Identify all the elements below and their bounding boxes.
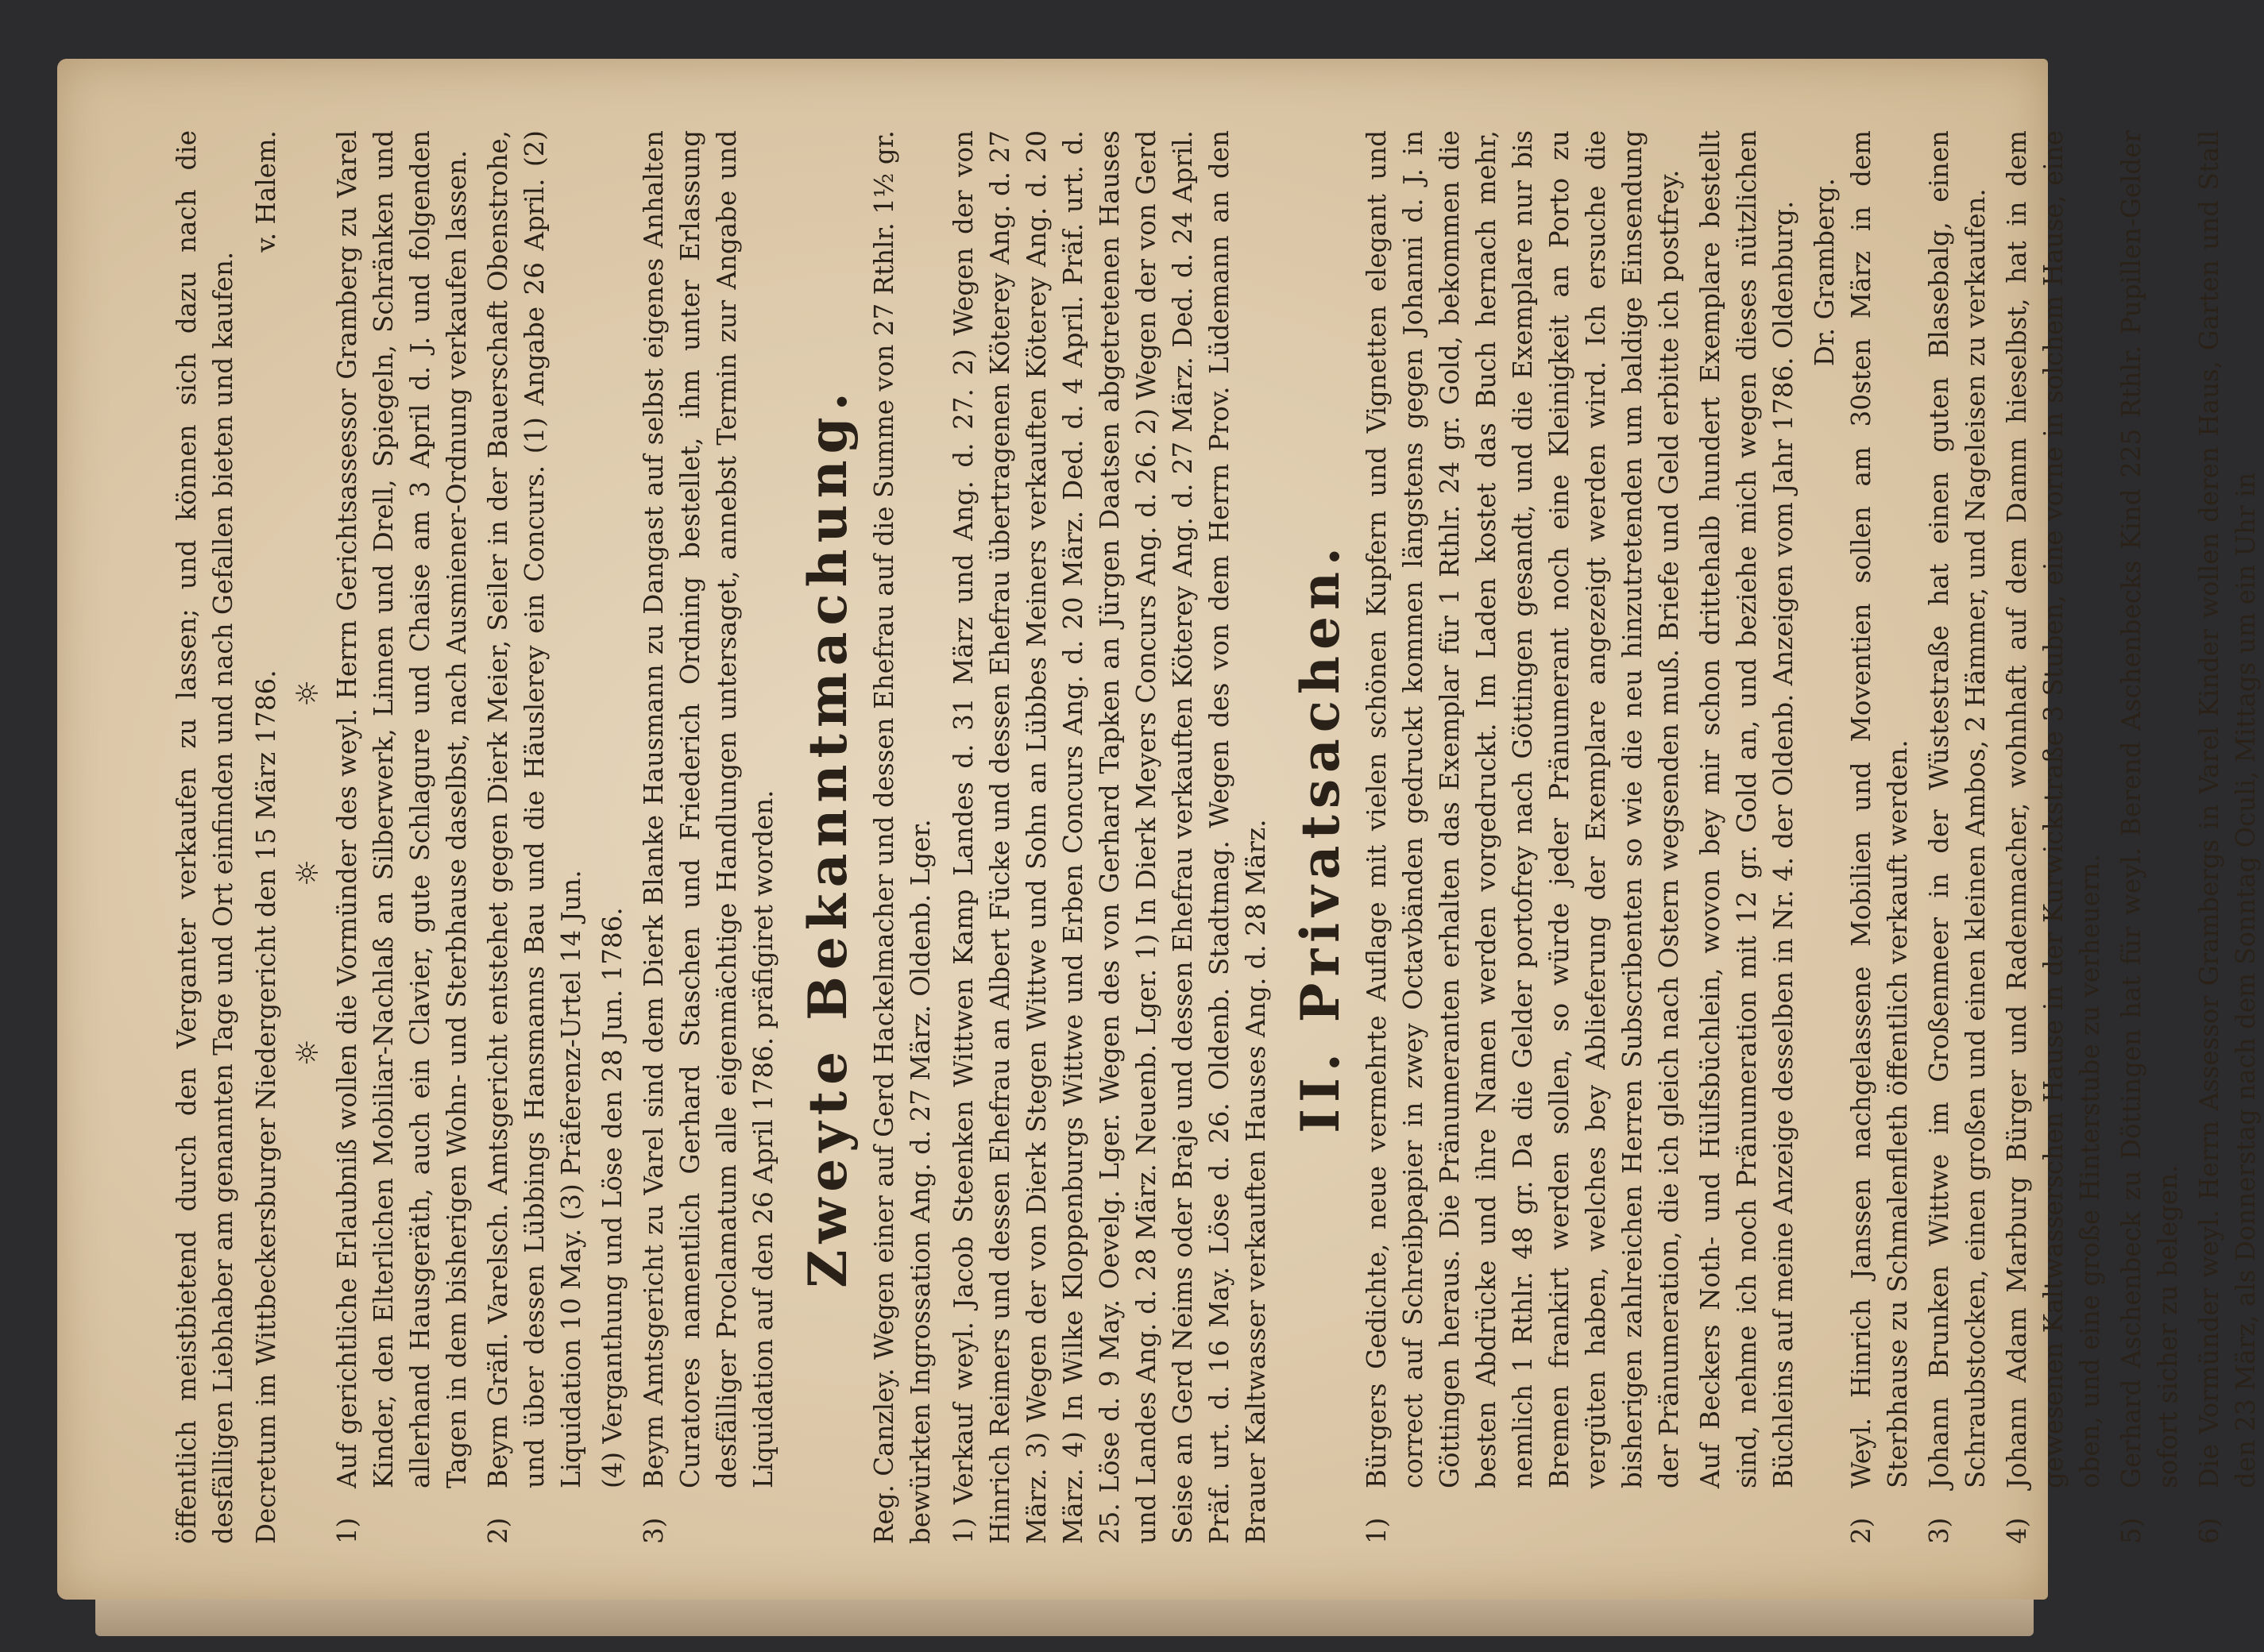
list-item xyxy=(594,130,631,1544)
item-number: 4) xyxy=(2002,1517,2032,1544)
list-item xyxy=(1692,130,1802,1544)
list-item xyxy=(1843,130,1916,1544)
item-number xyxy=(1692,1488,1802,1544)
list-item xyxy=(636,130,782,1544)
decree-signer: v. Halem. xyxy=(251,130,281,253)
list-item xyxy=(329,130,475,1544)
scanned-page xyxy=(57,59,2261,1600)
item-text: Bürgers Gedichte, neue vermehrte Auflage mit vielen schönen Kupfern und Vignetten elegant und correct auf Schreibpapier in zwey Octavbänden gedruckt kommen längstens gegen Johanni d. J. in Göttingen heraus. Die Pränumeranten erhalten das Exemplar für 1 Rthlr. 24 gr. Gold, bekommen die besten Abdrücke und ihre Namen werden vorgedruckt. Im Laden kostet das Buch hernach mehr, nemlich 1 Rthlr. 48 gr. Da die Gelder portofrey nach Göttingen gesandt, und die Exemplare nur bis Bremen frankirt werden sollen, so würde jeder Pränumerant noch eine Kleinigkeit an Porto zu vergüten haben, welches bey Ablieferung der Exemplare angezeigt werden wird. Ich ersuche die bisherigen zahlreichen Herren Subscribenten so wie die neu hinzutretenden um baldige Einsendung der Pränumeration, die ich gleich nach Ostern wegsenden muß. Briefe und Geld erbitte ich postfrey. xyxy=(1362,130,1684,1488)
item-number: 3) xyxy=(1924,1517,1954,1544)
item-number: 2) xyxy=(1846,1517,1876,1544)
item-text: Weyl. Hinrich Janssen nachgelassene Mobilien und Moventien sollen am 30sten März in dem Sterbhause zu Schmalenfleth öffentlich verkauft werden. xyxy=(1846,130,1913,1488)
item-text: Beym Amtsgericht zu Varel sind dem Dierk Blanke Hausmann zu Dangast auf selbst eigenes Anhalten Curatores namentlich Gerhard Staschen und Friederich Ordning bestellet, ihm unter Erlassung desfälliger Proclamatum alle eigenmächtige Handlungen untersaget, annebst Termin zur Angabe und Liquidation auf den 26 April 1786. präfigiret worden. xyxy=(639,130,778,1488)
item-text: Beym Gräfl. Varelsch. Amtsgericht entstehet gegen Dierk Meier, Seiler in der Bauerschaft Obenstrohe, und über dessen Lübbings Hansmanns Bau und die Häuslerey ein Concurs. (1) Angabe 26 April. (2) Liquidation 10 May. (3) Präferenz-Urtel 14 Jun. xyxy=(483,130,586,1488)
item-text: (4) Verganthung und Löse den 28 Jun. 1786. xyxy=(597,907,628,1488)
item-number xyxy=(594,1488,631,1544)
item-text: Johann Brunken Wittwe im Großenmeer in der Wüstestraße hat einen guten Blasebalg, einen Schraubstocken, einen großen und einen kleinen Ambos, 2 Hämmer, und Nageleisen zu verkaufen. xyxy=(1924,130,1991,1488)
item-text: Auf Beckers Noth- und Hülfsbüchlein, wovon bey mir schon drittehalb hundert Exemplare bestellt sind, nehme ich noch Pränumeration mit 12 gr. Gold an, und beziehe mich wegen dieses nützlichen Büchleins auf meine Anzeige desselben in Nr. 4. der Oldenb. Anzeigen vom Jahr 1786. Oldenburg. xyxy=(1695,130,1798,1488)
item-text: Gerhard Aschenbeck zu Döttingen hat für weyl. Berend Aschenbecks Kind 225 Rthlr. Pupillen-Gelder sofort sicher zu belegen. xyxy=(2116,130,2183,1488)
notice-paragraph: Reg. Canzley. Wegen einer auf Gerd Hackelmacher und dessen Ehefrau auf die Summe von 27 Rthlr. 1½ gr. bewürkten Ingrossation Ang. d. 27 März. Oldenb. Lger. xyxy=(869,130,936,1544)
notice-paragraph: 1) Verkauf weyl. Jacob Steenken Wittwen Kamp Landes d. 31 März und Ang. d. 27. 2) Wegen der von Hinrich Reimers und dessen Ehefrau an Albert Fücke und dessen Ehefrau übertragenen Köterey Ang. d. 27 März. 3) Wegen der von Dierk Stegen Wittwe und Sohn an Lübbes Meiners verkauften Köterey Ang. d. 20 März. 4) In Wilke Kloppenburgs Wittwe und Erben Concurs Ang. d. 20 März. Ded. d. 4 April. Präf. urt. d. 25. Löse d. 9 May. Oevelg. Lger. Wegen des von Gerhard Tapken an Jürgen Daatsen abgetretenen Hauses und Landes Ang. d. 28 März. Neuenb. Lger. 1) In Dierk Meyers Concurs Ang. d. 26. 2) Wegen der von Gerd Seise an Gerd Neims oder Braje und dessen Ehefrau verkauften Köterey Ang. d. 27 März. Ded. d. 24 April. Präf. urt. d. 16 May. Löse d. 26. Oldenb. Stadtmag. Wegen des von dem Herrn Prov. Lüdemann an den Brauer Kaltwasser verkauften Hauses Ang. d. 28 März. xyxy=(948,130,1271,1544)
list-item xyxy=(1999,130,2108,1544)
item-number: 3) xyxy=(639,1517,669,1544)
list-item xyxy=(1358,130,1687,1544)
item-number: 6) xyxy=(2194,1517,2224,1544)
decree-text: Decretum im Wittbeckersburger Niedergericht den 15 März 1786. xyxy=(251,670,281,1544)
item-number: 2) xyxy=(483,1517,513,1544)
signature-gramberg: Dr. Gramberg. xyxy=(1810,178,1840,367)
intro-paragraph: öffentlich meistbietend durch den Verganter verkaufen zu lassen; und können sich dazu nach die desfälligen Liebhaber am genannten Tage und Ort einfinden und nach Gefallen bieten und kaufen. xyxy=(172,130,238,1544)
list-item xyxy=(480,130,589,1544)
item-text: Die Vormünder weyl. Herrn Assessor Grambergs in Varel Kinder wollen deren Haus, Garten und Stall den 23 März, als Donnerstag nach dem Sonntag Oculi, Mittags um ein Uhr in xyxy=(2194,130,2261,1488)
ornament-stars: ☼ ☼ ☼ xyxy=(290,608,325,1067)
list-item xyxy=(2191,130,2264,1544)
item-number: 5) xyxy=(2116,1517,2146,1544)
rotated-text-block xyxy=(168,130,2261,1544)
item-text: Johann Adam Marburg Bürger und Radenmacher, wohnhaft auf dem Damm hieselbst, hat in dem gewesenen Kaltwasserschen Hause in der Kurwickstraße 3 Stuben, eine vorne in solchem Hause, eine oben, und eine große Hinterstube zu verheuern. xyxy=(2002,130,2105,1488)
list-item xyxy=(2113,130,2186,1544)
item-number: 1) xyxy=(1362,1517,1392,1544)
section-heading-zweyte-bekanntmachung: Zweyte Bekanntmachung. xyxy=(797,386,859,1288)
decree-line xyxy=(248,130,284,1544)
section-heading-privatsachen: II. Privatsachen. xyxy=(1289,541,1351,1133)
item-number: 1) xyxy=(332,1517,362,1544)
list-item xyxy=(1921,130,1994,1544)
item-text: Auf gerichtliche Erlaubniß wollen die Vormünder des weyl. Herrn Gerichtsassessor Gramberg zu Varel Kinder, den Elterlichen Mobiliar-Nachlaß an Silberwerk, Linnen und Drell, Spiegeln, Schränken und allerhand Hausgeräth, auch ein Clavier, gute Schlagure und Chaise am 3 April d. J. und folgenden Tagen in dem bisherigen Wohn- und Sterbhause daselbst, nach Ausmiener-Ordnung verkaufen lassen. xyxy=(332,130,472,1488)
